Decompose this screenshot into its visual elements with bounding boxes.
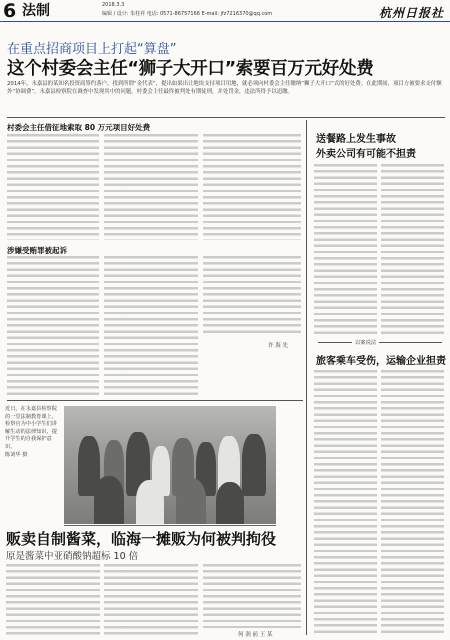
photo-caption-text: 近日，在永嘉县检察院的一堂法制教育课上，检察官为中小学生们讲解生动的法律知识，提升学生的自我保护意识。 [5,406,57,450]
bottom-byline: 何 润 前 王 某 [238,632,273,638]
body-text-block [314,164,377,334]
column-rule [306,120,307,635]
masthead [0,0,450,22]
body-text-block [203,564,301,628]
right-title-3: 旅客乘车受伤，运输企业担责 [316,356,446,367]
right-title-2: 外卖公司有可能不担责 [316,149,416,160]
page-number: 6 [3,0,17,22]
body-text-block [104,256,198,396]
editor-contact: 编辑 / 设计: 朱桂祥 电话: 0571-86757166 E-mail: jfz7216370@qq.com [102,11,273,17]
body-text-block [104,564,198,636]
body-text-block [7,134,99,240]
bottom-headline: 贩卖自制酱菜，临海一摊贩为何被判拘役 [6,530,277,548]
body-text-block [7,256,99,396]
section-one-heading: 村委会主任借征地索取 80 万元项目好处费 [7,123,151,132]
body-text-block [104,134,198,240]
photo-caption [5,406,59,459]
section-two-heading: 涉嫌受贿罪被起诉 [7,246,67,255]
column-tag: 以案说法 [352,338,379,346]
photo-divider [7,400,303,401]
photo-credit: 陈刘华 摄 [5,451,28,458]
lead-divider [7,117,445,118]
tag-rule [318,342,442,343]
right-title-1: 送餐路上发生事故 [316,134,396,145]
body-text-block [203,256,301,336]
section-two-byline: 许 海 先 [268,343,288,349]
news-photo [64,406,276,524]
issue-date: 2018.3.3 [102,2,125,8]
photo-bottom-rule [64,525,276,526]
lead-summary: 2014年，永嘉县的某知名投资商签约落户，找到所谓“金代表”，提出如果出让地块支持项目用地，就必须向村委会主任缴纳“狮子大开口”式的好处费。在此期间，项目方被要求支付额外“协调费”，永嘉县检察院在调查中发现其中的问题，村委会主任最终被判处有期徒刑，并处罚金，违法所得予以追缴。 [7,81,442,95]
body-text-block [314,370,377,636]
lead-headline: 这个村委会主任“狮子大开口”索要百万元好处费 [7,59,374,79]
body-text-block [203,134,301,240]
newspaper-brand: 杭州日报社 [378,6,444,20]
bottom-subhead: 原是酱菜中亚硝酸钠超标 10 倍 [6,551,139,562]
body-text-block [381,370,444,636]
body-text-block [6,564,100,636]
lead-kicker: 在重点招商项目上打起“算盘” [7,42,177,57]
section-name: 法制 [22,3,50,19]
body-text-block [381,164,444,334]
